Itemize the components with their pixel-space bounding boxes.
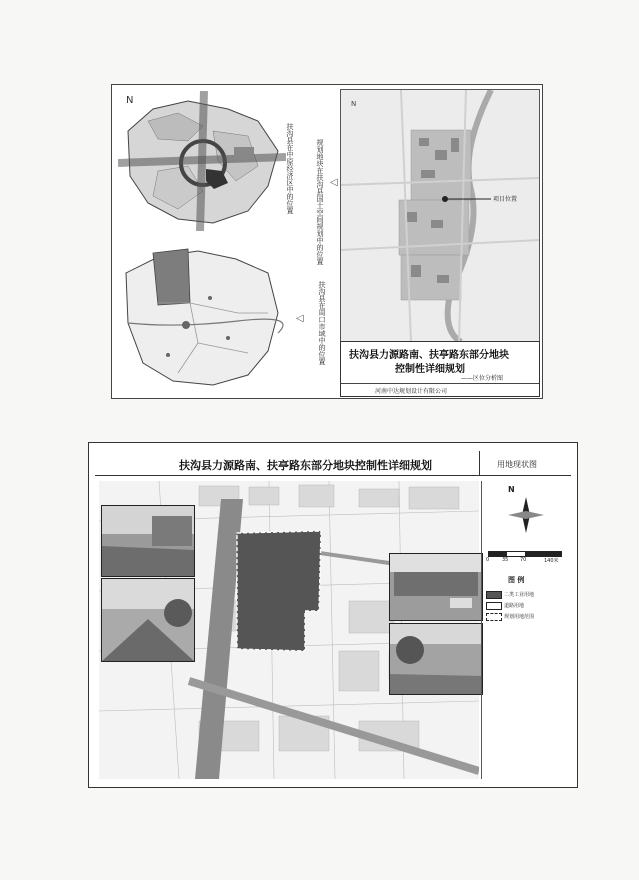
- svg-text:N: N: [126, 95, 134, 106]
- site-photo-3: [389, 553, 483, 621]
- county-city-map-drawing: [341, 90, 539, 342]
- map-name: 用地现状图: [497, 460, 537, 469]
- label-zhoukou: 扶沟县在周口市域中的位置: [318, 281, 326, 365]
- zhoukou-map: [118, 243, 286, 391]
- subtitle: ——区位分析图: [461, 375, 504, 382]
- legend-panel: [481, 481, 574, 779]
- legend-title: 图 例: [508, 576, 525, 584]
- north-label: N: [508, 485, 515, 494]
- main-title-line2: 控制性详细规划: [395, 364, 465, 375]
- site-photo-4: [389, 623, 483, 695]
- project-location-label: 项目位置: [493, 196, 518, 203]
- site-photo-1: [101, 505, 195, 577]
- county-city-map: [340, 89, 540, 343]
- zhoukou-map-drawing: [118, 243, 286, 391]
- scale-label-70: 70: [520, 557, 527, 563]
- legend-label-boundary: 规划用地范围: [504, 614, 535, 620]
- compass-icon: [506, 495, 546, 535]
- svg-text:N: N: [351, 100, 357, 108]
- legend-swatch-road: [486, 602, 502, 610]
- legend-label-industrial: 二类工业用地: [504, 592, 535, 598]
- arrow-left-icon: ◁: [296, 313, 304, 324]
- scale-label-35: 35: [502, 557, 509, 563]
- legend-swatch-boundary: [486, 613, 502, 621]
- scale-label-0: 0: [486, 557, 490, 563]
- main-title-line1: 扶沟县力源路南、扶亭路东部分地块: [349, 350, 509, 361]
- title-block: [340, 341, 540, 397]
- company-name: 河南中达规划设计有限公司: [375, 388, 448, 395]
- land-use-sheet: [88, 442, 578, 788]
- location-analysis-sheet: [111, 84, 543, 399]
- sheet2-header: [95, 451, 571, 476]
- arrow-left-icon: ◁: [330, 177, 338, 188]
- legend-swatch-industrial: [486, 591, 502, 599]
- sheet2-title: 扶沟县力源路南、扶亭路东部分地块控制性详细规划: [179, 459, 432, 472]
- label-central-region: 扶沟县在中原经济区中的位置: [286, 123, 294, 214]
- scale-label-140: 140米: [544, 558, 559, 564]
- label-land-space: 规划地块在扶沟县国土空间规划中的位置: [316, 139, 324, 265]
- legend-label-road: 道路用地: [504, 603, 525, 609]
- central-plains-map: [118, 91, 286, 231]
- site-photo-2: [101, 578, 195, 662]
- central-plains-map-drawing: [118, 91, 286, 231]
